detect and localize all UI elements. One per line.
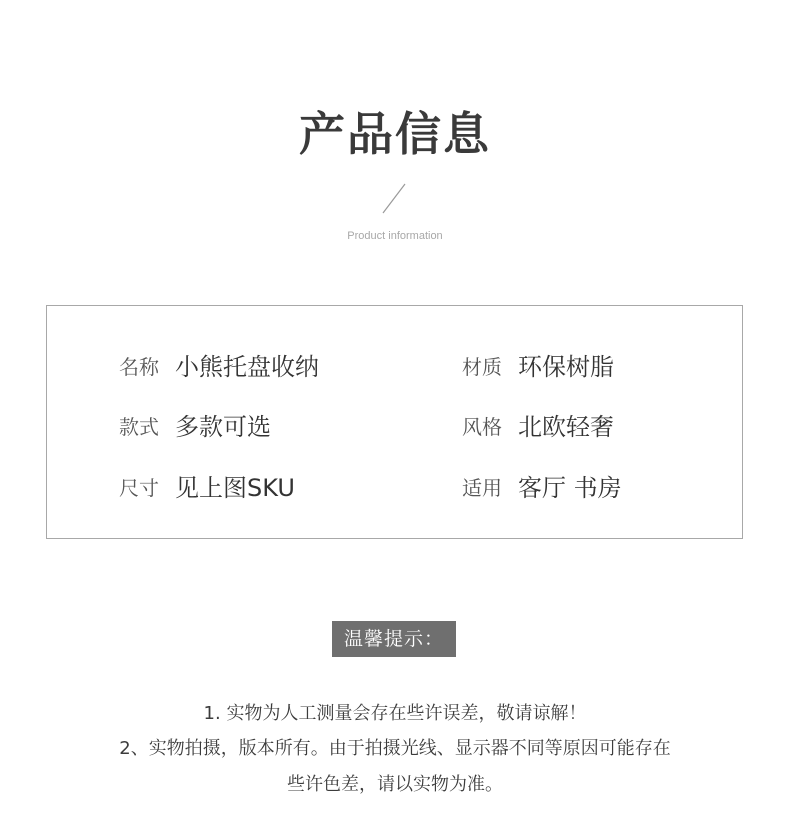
info-label: 材质 (462, 354, 502, 379)
info-item-usage (462, 471, 622, 503)
info-item-style (119, 410, 271, 442)
info-item-size (119, 471, 295, 503)
info-item-design (462, 410, 614, 442)
info-value: 见上图SKU (175, 473, 295, 502)
page-title: 产品信息 (299, 107, 491, 161)
info-value: 北欧轻奢 (518, 412, 614, 441)
info-item-material (462, 350, 614, 382)
info-value: 环保树脂 (518, 352, 614, 381)
info-label: 尺寸 (119, 475, 159, 500)
tips-badge: 温馨提示： (332, 621, 456, 657)
info-value: 小熊托盘收纳 (175, 352, 319, 381)
info-value: 多款可选 (175, 412, 271, 441)
tip-line-3: 些许色差，请以实物为准。 (287, 774, 503, 795)
divider-slash-icon (380, 182, 410, 216)
product-info-box (46, 305, 743, 539)
info-label: 款式 (119, 414, 159, 439)
info-label: 风格 (462, 414, 502, 439)
page-subtitle: Product information (347, 230, 443, 242)
info-label: 名称 (119, 354, 159, 379)
info-label: 适用 (462, 475, 502, 500)
info-value: 客厅 书房 (518, 473, 622, 502)
tip-line-2: 2、实物拍摄，版本所有。由于拍摄光线、显示器不同等原因可能存在 (119, 738, 671, 759)
tip-line-1: 1. 实物为人工测量会存在些许误差，敬请谅解！ (203, 703, 587, 724)
info-item-name (119, 350, 319, 382)
